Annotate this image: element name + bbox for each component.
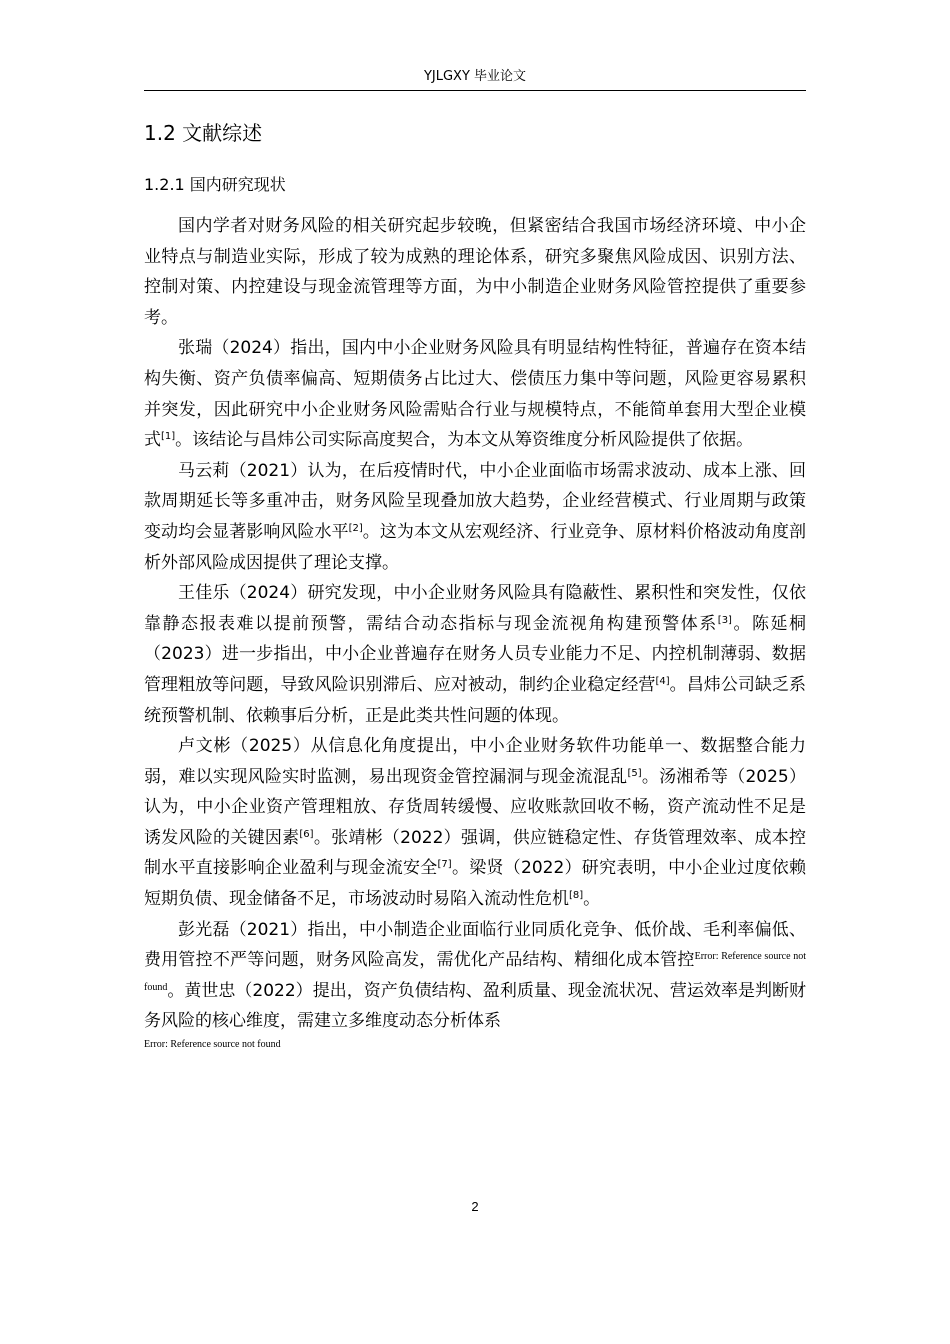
citation-mark: [3] bbox=[717, 614, 732, 626]
page-header: YJLGXY 毕业论文 bbox=[144, 64, 806, 91]
paragraph: 王佳乐（2024）研究发现，中小企业财务风险具有隐蔽性、累积性和突发性，仅依靠静态报表难以提前预警，需结合动态指标与现金流视角构建预警体系[3]。陈延桐（2023）进一步指出，中小企业普遍存在财务人员专业能力不足、内控机制薄弱、数据管理粗放等问题，导致风险识别滞后、应对被动，制约企业稳定经营[4]。昌炜公司缺乏系统预警机制、依赖事后分析，正是此类共性问题的体现。 bbox=[144, 583, 807, 726]
reference-error: Error: Reference source not found bbox=[144, 951, 807, 993]
citation-mark: [4] bbox=[655, 675, 670, 687]
paragraph: 彭光磊（2021）指出，中小制造企业面临行业同质化竞争、低价战、毛利率偏低、费用管控不严等问题，财务风险高发，需优化产品结构、精细化成本管控$^{Error: Reference source not found}$。黄世忠（2022）提出，资产负债结构、盈利质量、现金流状况、营运效率是判断财务风险的核心维度，需建立多维度动态分析体系 Error: Reference source not found bbox=[144, 915, 806, 1053]
citation-mark: [8] bbox=[569, 890, 584, 902]
body-text bbox=[144, 211, 806, 1053]
paragraph: 马云莉（2021）认为，在后疫情时代，中小企业面临市场需求波动、成本上涨、回款周期延长等多重冲击，财务风险呈现叠加放大趋势，企业经营模式、行业周期与政策变动均会显著影响风险水平[2]。这为本文从宏观经济、行业竞争、原材料价格波动角度剖析外部风险成因提供了理论支撑。 bbox=[144, 460, 806, 573]
paragraph: 张瑞（2024）指出，国内中小企业财务风险具有明显结构性特征，普遍存在资本结构失衡、资产负债率偏高、短期债务占比过大、偿债压力集中等问题，风险更容易累积并突发，因此研究中小企业财务风险需贴合行业与规模特点，不能简单套用大型企业模式[1]。该结论与昌炜公司实际高度契合，为本文从筹资维度分析风险提供了依据。 bbox=[144, 338, 806, 451]
citation-mark: [5] bbox=[627, 767, 642, 779]
citation-mark: [2] bbox=[348, 522, 363, 534]
citation-mark: [6] bbox=[299, 828, 314, 840]
paragraph: 卢文彬（2025）从信息化角度提出，中小企业财务软件功能单一、数据整合能力弱，难以实现风险实时监测，易出现资金管控漏洞与现金流混乱[5]。汤湘希等（2025）认为，中小企业资产管理粗放、存货周转缓慢、应收账款回收不畅，资产流动性不足是诱发风险的关键因素[6]。张靖彬（2022）强调，供应链稳定性、存货管理效率、成本控制水平直接影响企业盈利与现金流安全[7]。梁贤（2022）研究表明，中小企业过度依赖短期负债、现金储备不足，市场波动时易陷入流动性危机[8]。 bbox=[144, 736, 806, 910]
page-number: 2 bbox=[471, 1199, 479, 1214]
reference-error: Error: Reference source not found bbox=[144, 1039, 281, 1051]
subsection-heading: 1.2.1 国内研究现状 bbox=[144, 175, 286, 194]
section-heading: 1.2 文献综述 bbox=[144, 121, 263, 145]
citation-mark: [1] bbox=[161, 431, 176, 443]
citation-mark: [7] bbox=[437, 859, 452, 871]
paragraph: 国内学者对财务风险的相关研究起步较晚，但紧密结合我国市场经济环境、中小企业特点与制造业实际，形成了较为成熟的理论体系，研究多聚焦风险成因、识别方法、控制对策、内控建设与现金流管理等方面，为中小制造企业财务风险管控提供了重要参考。 bbox=[144, 216, 806, 328]
